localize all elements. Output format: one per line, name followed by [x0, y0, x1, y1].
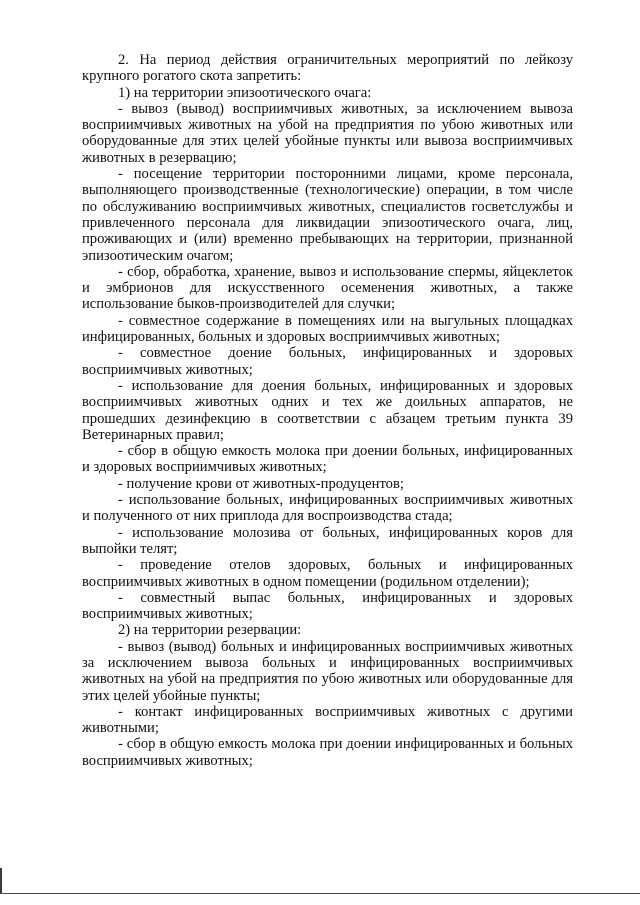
page-bottom-rule	[0, 893, 640, 894]
paragraph-item: - контакт инфицированных восприимчивых животных с другими животными;	[82, 703, 573, 737]
paragraph-item: - вывоз (вывод) восприимчивых животных, за исключением вывоза восприимчивых животных на убой на предприятия по убою животных или оборудованные для этих целей убойные пункты или вывоза восприимчивых животных в резервацию;	[82, 100, 573, 166]
paragraph-item: - использование больных, инфицированных восприимчивых животных и полученного от них приплода для воспроизводства стада;	[82, 492, 573, 525]
paragraph-item: - совместное содержание в помещениях или на выгульных площадках инфицированных, больных и здоровых восприимчивых животных;	[82, 312, 573, 346]
paragraph-episootic-heading: 1) на территории эпизоотического очага:	[118, 84, 372, 101]
paragraph-item: - совместное доение больных, инфицированных и здоровых восприимчивых животных;	[82, 345, 573, 378]
document-body	[82, 52, 573, 769]
paragraph-item: - сбор в общую емкость молока при доении больных, инфицированных и здоровых восприимчивых животных;	[82, 443, 573, 476]
paragraph-item: - использование молозива от больных, инфицированных коров для выпойки телят;	[82, 524, 573, 557]
paragraph-item: - посещение территории посторонними лицами, кроме персонала, выполняющего производственные (технологические) операции, в том числе по обслуживанию восприимчивых животных, специалистов госветслужбы и привлеченного персонала для ликвидации эпизоотического очага, лиц, проживающих и (или) временно пребывающих на территории, признанной эпизоотическим очагом;	[82, 166, 573, 264]
paragraph-reservation-heading: 2) на территории резервации:	[118, 622, 302, 639]
paragraph-item: - совместный выпас больных, инфицированных и здоровых восприимчивых животных;	[82, 589, 573, 623]
paragraph-2-intro: 2. На период действия ограничительных мероприятий по лейкозу крупного рогатого скота запретить:	[82, 52, 573, 85]
paragraph-item: - использование для доения больных, инфицированных и здоровых восприимчивых животных одних и тех же доильных аппаратов, не прошедших дезинфекцию в соответствии с абзацем третьим пункта 39 Ветеринарных правил;	[82, 377, 573, 443]
paragraph-item: - получение крови от животных-продуцентов;	[118, 475, 404, 492]
paragraph-item: - вывоз (вывод) больных и инфицированных восприимчивых животных за исключением вывоза больных и инфицированных восприимчивых животных на убой на предприятия по убою животных или оборудованные для этих целей убойные пункты;	[82, 638, 573, 704]
paragraph-item: - проведение отелов здоровых, больных и инфицированных восприимчивых животных в одном помещении (родильном отделении);	[82, 557, 573, 590]
paragraph-item: - сбор, обработка, хранение, вывоз и использование спермы, яйцеклеток и эмбрионов для искусственного осеменения животных, а также использование быков-производителей для случки;	[82, 263, 573, 313]
paragraph-item: - сбор в общую емкость молока при доении инфицированных и больных восприимчивых животных;	[82, 736, 573, 769]
scan-edge-mark	[0, 868, 2, 894]
